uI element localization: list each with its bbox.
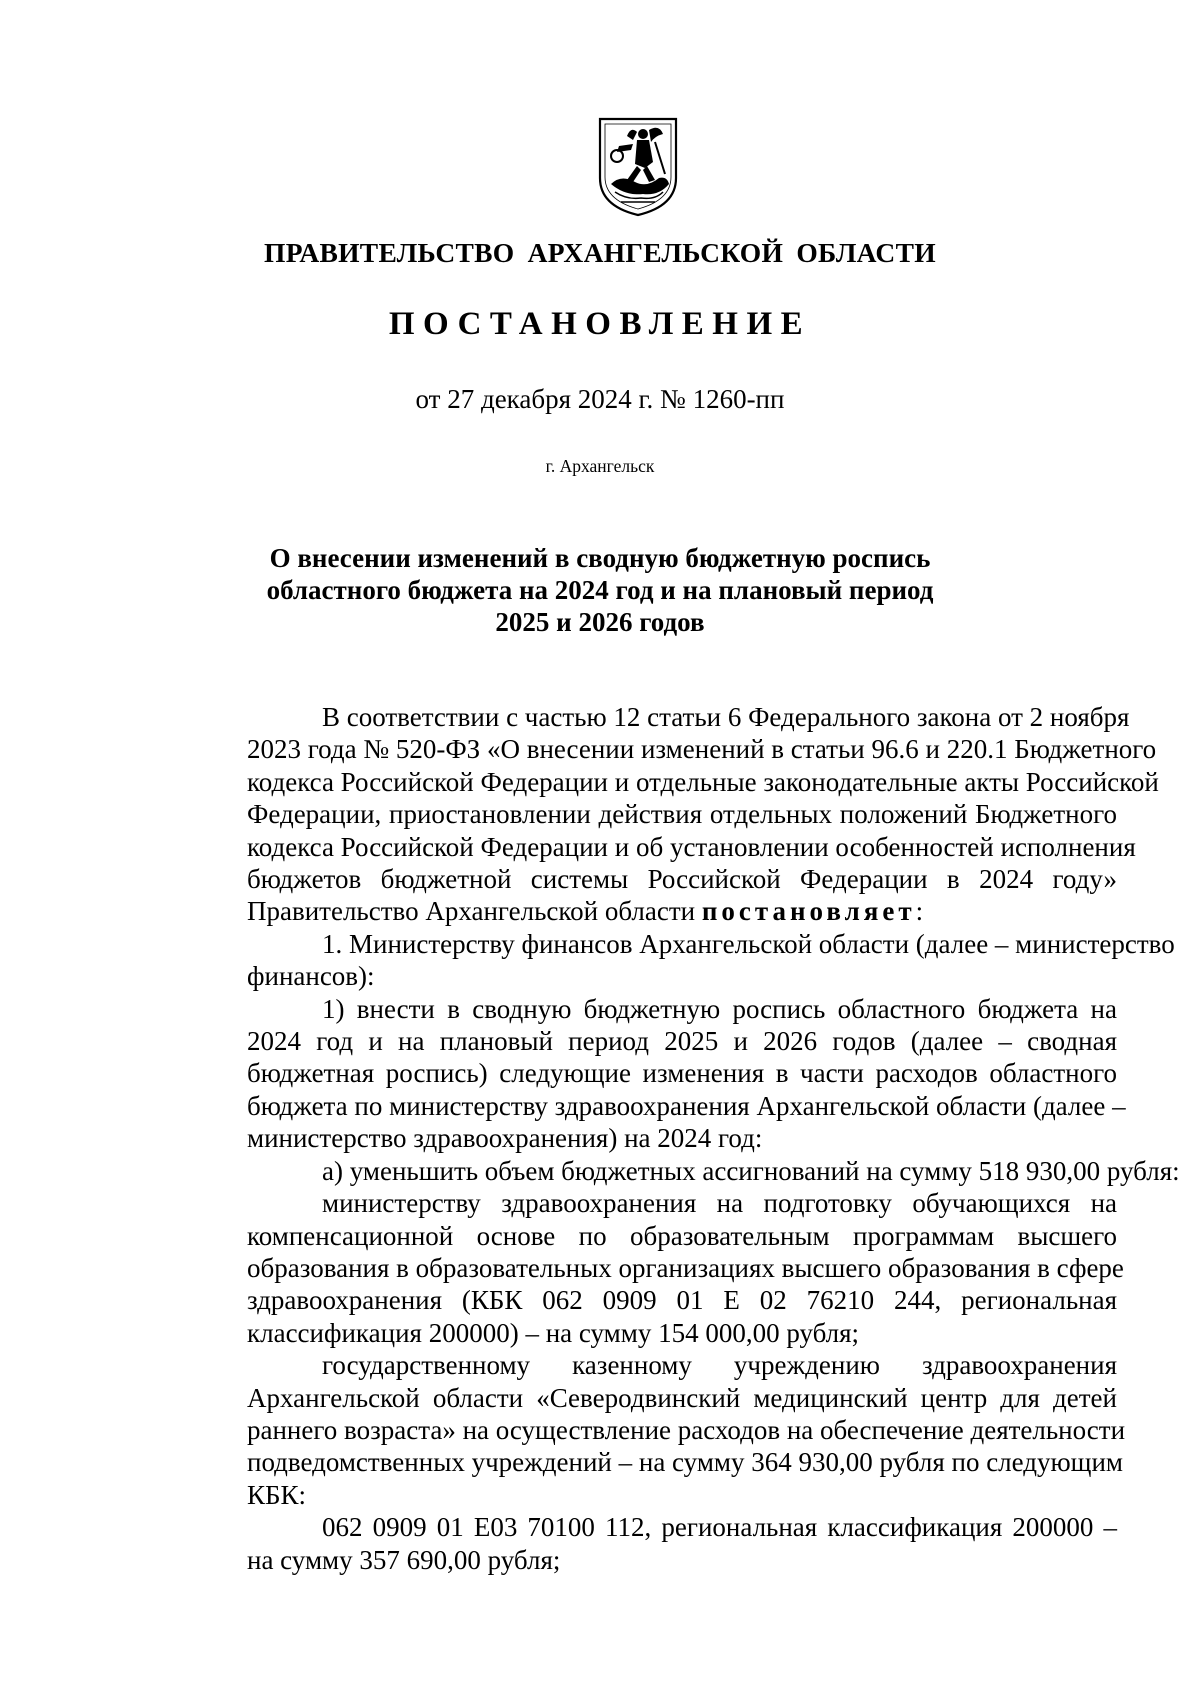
text-line: Федерации, приостановлении действия отдельных положений Бюджетного: [247, 799, 1117, 830]
coat-of-arms-icon: [597, 116, 679, 218]
text-line: а) уменьшить объем бюджетных ассигнований на сумму 518 930,00 рубля:: [322, 1155, 1180, 1186]
text-line: здравоохранения (КБК 062 0909 01 Е 02 76210 244, региональная: [247, 1285, 1117, 1316]
document-title: [250, 542, 950, 638]
paragraph-subitem-1: [172, 993, 1126, 1155]
text-line: министерство здравоохранения) на 2024 год:: [247, 1123, 763, 1154]
text-line: 062 0909 01 Е03 70100 112, региональная классификация 200000 –: [322, 1512, 1117, 1543]
text-line: В соответствии с частью 12 статьи 6 Федерального закона от 2 ноября: [322, 702, 1130, 732]
text-line: финансов):: [247, 961, 375, 992]
text-line: бюджета по министерству здравоохранения Архангельской области (далее –: [247, 1090, 1126, 1121]
document-type: ПОСТАНОВЛЕНИЕ: [388, 306, 812, 342]
title-line: 2025 и 2026 годов: [495, 607, 705, 637]
text-fragment: :: [915, 896, 924, 927]
text-line: [172, 895, 1117, 927]
organization-name: ПРАВИТЕЛЬСТВО АРХАНГЕЛЬСКОЙ ОБЛАСТИ: [264, 237, 936, 268]
text-line: 2024 год и на плановый период 2025 и 2026 годов (далее – сводная: [247, 1026, 1117, 1057]
text-fragment: Правительство Архангельской области: [247, 896, 702, 927]
text-line: классификация 200000) – на сумму 154 000,00 рубля;: [247, 1317, 860, 1348]
paragraph-subitem-a: [172, 1155, 1180, 1187]
text-line: КБК:: [247, 1479, 307, 1510]
text-line: на сумму 357 690,00 рубля;: [247, 1544, 561, 1575]
document-city: г. Архангельск: [545, 456, 655, 476]
text-line: Архангельской области «Северодвинский медицинский центр для детей: [247, 1382, 1117, 1413]
text-line: кодекса Российской Федерации и об установлении особенностей исполнения: [247, 831, 1136, 862]
paragraph-ministry: [172, 1187, 1124, 1349]
paragraph-institution: [172, 1349, 1126, 1511]
text-line: кодекса Российской Федерации и отдельные законодательные акты Российской: [247, 766, 1159, 797]
text-line: подведомственных учреждений – на сумму 364 930,00 рубля по следующим: [247, 1447, 1124, 1478]
text-line: 1. Министерству финансов Архангельской области (далее – министерство: [322, 928, 1175, 959]
text-line: компенсационной основе по образовательным программам высшего: [247, 1220, 1117, 1251]
text-line: раннего возраста» на осуществление расходов на обеспечение деятельности: [247, 1414, 1126, 1445]
text-line: бюджетная роспись) следующие изменения в части расходов областного: [247, 1058, 1117, 1089]
document-body: [172, 701, 1180, 1576]
document-date-number: от 27 декабря 2024 г. № 1260-пп: [415, 384, 785, 414]
text-line: 1) внести в сводную бюджетную роспись областного бюджета на: [322, 993, 1117, 1024]
paragraph-item-1: [172, 928, 1175, 993]
title-line: областного бюджета на 2024 год и на плановый период: [266, 575, 934, 605]
paragraph-kbk: [172, 1511, 1117, 1576]
title-line: О внесении изменений в сводную бюджетную роспись: [269, 543, 931, 573]
text-line: бюджетов бюджетной системы Российской Федерации в 2024 году»: [247, 864, 1117, 895]
paragraph-preamble: [172, 701, 1159, 928]
text-line: государственному казенному учреждению здравоохранения: [322, 1350, 1117, 1381]
text-line: министерству здравоохранения на подготовку обучающихся на: [322, 1188, 1117, 1219]
text-line: образования в образовательных организациях высшего образования в сфере: [247, 1252, 1124, 1283]
text-line: 2023 года № 520-ФЗ «О внесении изменений в статьи 96.6 и 220.1 Бюджетного: [247, 734, 1157, 765]
resolves-word: постановляет: [701, 896, 916, 927]
